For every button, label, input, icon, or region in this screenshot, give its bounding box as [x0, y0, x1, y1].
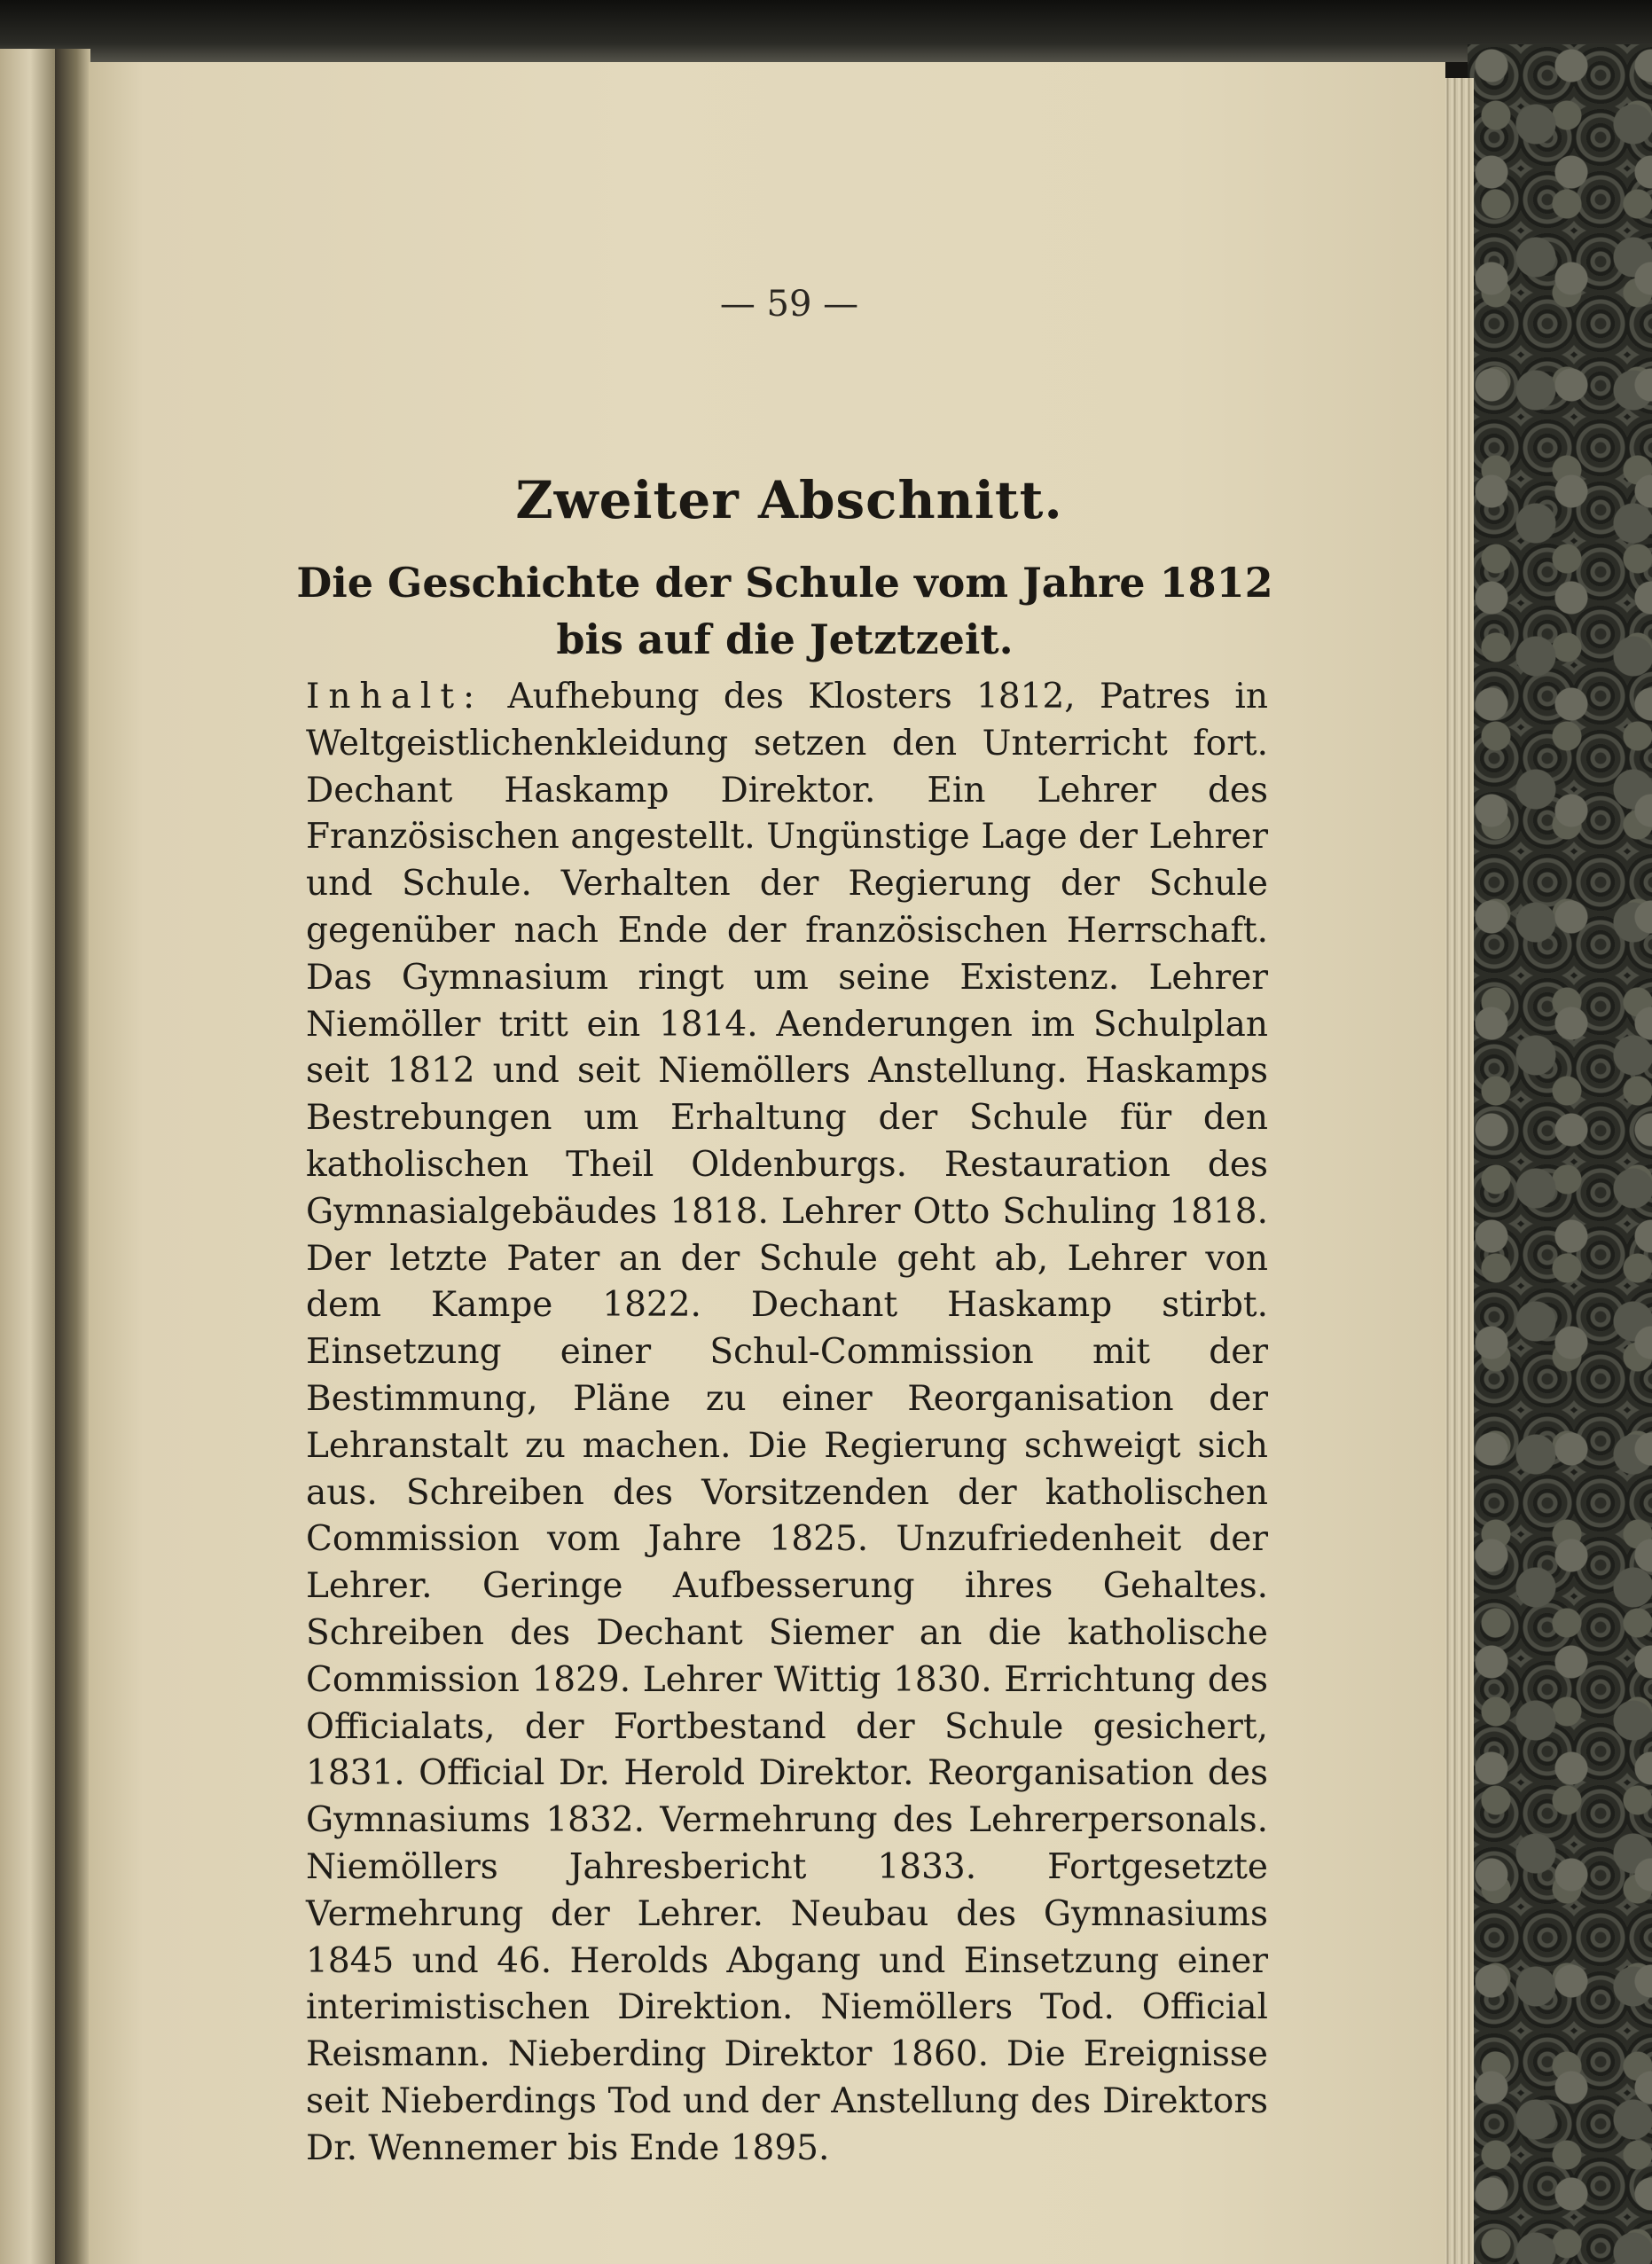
- contents-paragraph: [306, 674, 1268, 2173]
- contents-text: Aufhebung des Klosters 1812, Patres in Weltgeistlichenkleidung setzen den Unterricht fort. Dechant Haskamp Direktor. Ein Lehrer des Französischen angestellt. Ungünstige Lage der Lehrer und Schule. Verhalten der Regierung der Schule gegenüber nach Ende der französischen Herrschaft. Das Gymnasium ringt um seine Existenz. Lehrer Niemöller tritt ein 1814. Aenderungen im Schulplan seit 1812 und seit Niemöllers Anstellung. Haskamps Bestrebungen um Erhaltung der Schule für den katholischen Theil Oldenburgs. Restauration des Gymnasialgebäudes 1818. Lehrer Otto Schuling 1818. Der letzte Pater an der Schule geht ab, Lehrer von dem Kampe 1822. Dechant Haskamp stirbt. Einsetzung einer Schul-Commission mit der Bestimmung, Pläne zu einer Reorganisation der Lehranstalt zu machen. Die Regierung schweigt sich aus. Schreiben des Vorsitzenden der katholischen Commission vom Jahre 1825. Unzufriedenheit der Lehrer. Geringe Aufbesserung ihres Gehaltes. Schreiben des Dechant Siemer an die katholische Commission 1829. Lehrer Wittig 1830. Errichtung des Officialats, der Fortbestand der Schule gesichert, 1831. Official Dr. Herold Direktor. Reorganisation des Gymnasiums 1832. Vermehrung des Lehrerpersonals. Niemöllers Jahresbericht 1833. Fortgesetzte Vermehrung der Lehrer. Neubau des Gymnasiums 1845 und 46. Herolds Abgang und Einsetzung einer interimistischen Direktion. Niemöllers Tod. Official Reismann. Nieberding Direktor 1860. Die Ereignisse seit Nieberdings Tod und der Anstellung des Direktors Dr. Wennemer bis Ende 1895.: [306, 677, 1268, 2168]
- section-subheading: Die Geschichte der Schule vom Jahre 1812 bis auf die Jetztzeit.: [296, 559, 1273, 663]
- section-heading: Zweiter Abschnitt.: [515, 470, 1063, 530]
- left-facing-page: [0, 49, 55, 2264]
- contents-label: Inhalt:: [306, 677, 484, 717]
- page-number: — 59 —: [719, 284, 859, 325]
- marbled-cover-board: [1468, 44, 1652, 2264]
- book-gutter: [55, 49, 90, 2264]
- book-top-edge: [0, 0, 1652, 62]
